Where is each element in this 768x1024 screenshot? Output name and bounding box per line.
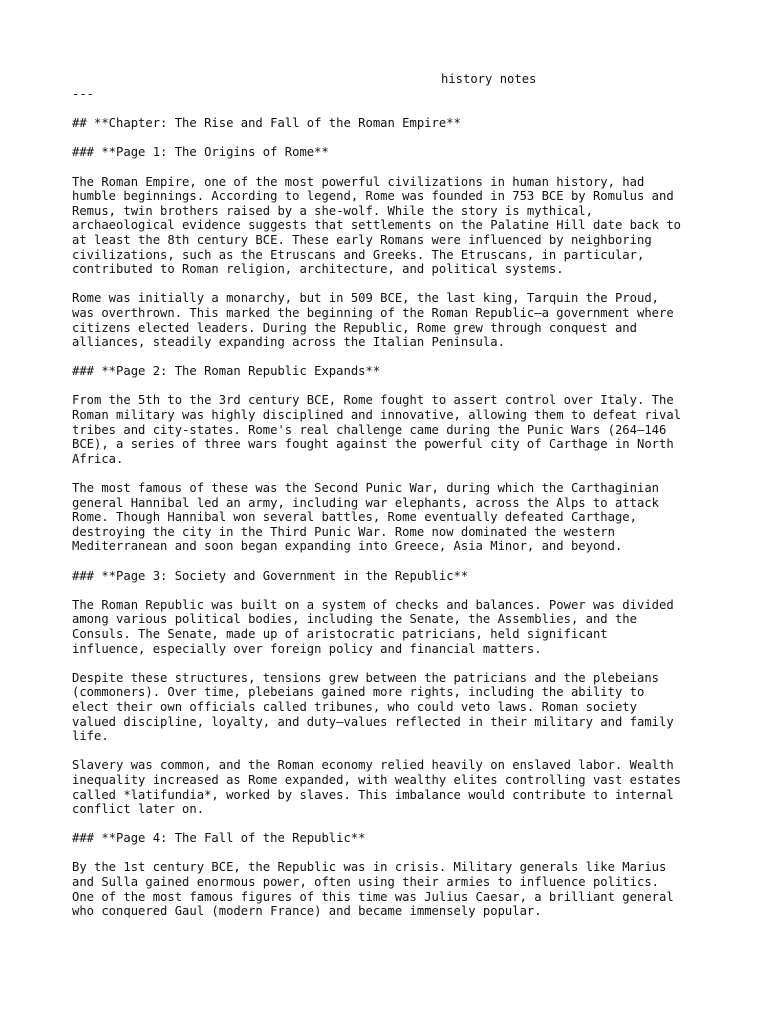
page-heading: ### **Page 3: Society and Government in the Republic** <box>72 568 469 583</box>
text-line: Slavery was common, and the Roman economy relied heavily on enslaved labor. Wealth <box>72 758 674 773</box>
document-title: history notes <box>441 72 537 86</box>
text-line: Rome. Though Hannibal won several battles, Rome eventually defeated Carthage, <box>72 510 637 525</box>
blank-line <box>72 379 732 394</box>
text-line: tribes and city-states. Rome's real challenge came during the Punic Wars (264–146 <box>72 422 667 437</box>
text-line: The most famous of these was the Second Punic War, during which the Carthaginian <box>72 481 659 496</box>
page-heading: ### **Page 1: The Origins of Rome** <box>72 145 329 160</box>
text-line: The Roman Empire, one of the most powerful civilizations in human history, had <box>72 174 645 189</box>
text-line: civilizations, such as the Etruscans and Greeks. The Etruscans, in particular, <box>72 247 645 262</box>
text-line: influence, especially over foreign policy and financial matters. <box>72 641 542 656</box>
blank-line <box>72 744 732 759</box>
text-line: One of the most famous figures of this time was Julius Caesar, a brilliant general <box>72 889 674 904</box>
blank-line <box>72 846 732 861</box>
text-line: inequality increased as Rome expanded, with wealthy elites controlling vast estates <box>72 772 682 787</box>
blank-line <box>72 160 732 175</box>
text-line: Consuls. The Senate, made up of aristocratic patricians, held significant <box>72 626 608 641</box>
text-line: elect their own officials called tribunes, who could veto laws. Roman society <box>72 699 637 714</box>
text-line: general Hannibal led an army, including war elephants, across the Alps to attack <box>72 495 659 510</box>
text-line: alliances, steadily expanding across the Italian Peninsula. <box>72 335 505 350</box>
blank-line <box>72 466 732 481</box>
text-line: Rome was initially a monarchy, but in 509 BCE, the last king, Tarquin the Proud, <box>72 291 659 306</box>
text-line: valued discipline, loyalty, and duty—values reflected in their military and family <box>72 714 674 729</box>
text-line: Mediterranean and soon began expanding into Greece, Asia Minor, and beyond. <box>72 539 623 554</box>
text-line: humble beginnings. According to legend, Rome was founded in 753 BCE by Romulus and <box>72 189 674 204</box>
text-line: By the 1st century BCE, the Republic was in crisis. Military generals like Marius <box>72 860 667 875</box>
page-heading: ### **Page 2: The Roman Republic Expands** <box>72 364 381 379</box>
text-line: life. <box>72 729 109 744</box>
horizontal-rule-marker: --- <box>72 87 95 101</box>
text-line: The Roman Republic was built on a system of checks and balances. Power was divided <box>72 597 674 612</box>
blank-line <box>72 583 732 598</box>
blank-line <box>72 554 732 569</box>
text-line: at least the 8th century BCE. These early Romans were influenced by neighboring <box>72 232 652 247</box>
text-line: contributed to Roman religion, architecture, and political systems. <box>72 262 564 277</box>
text-line: and Sulla gained enormous power, often using their armies to influence politics. <box>72 875 659 890</box>
text-line: called *latifundia*, worked by slaves. This imbalance would contribute to internal <box>72 787 674 802</box>
text-line: destroying the city in the Third Punic War. Rome now dominated the western <box>72 524 615 539</box>
text-line: Roman military was highly disciplined and innovative, allowing them to defeat rival <box>72 408 682 423</box>
page-heading: ### **Page 4: The Fall of the Republic** <box>72 831 366 846</box>
text-line: archaeological evidence suggests that settlements on the Palatine Hill date back to <box>72 218 682 233</box>
blank-line <box>72 277 732 292</box>
text-line: conflict later on. <box>72 802 205 817</box>
text-line: From the 5th to the 3rd century BCE, Rome fought to assert control over Italy. The <box>72 393 674 408</box>
text-line: Remus, twin brothers raised by a she-wolf. While the story is mythical, <box>72 203 593 218</box>
blank-line <box>72 656 732 671</box>
text-line: Despite these structures, tensions grew between the patricians and the plebeians <box>72 670 659 685</box>
blank-line <box>72 131 732 146</box>
chapter-heading: ## **Chapter: The Rise and Fall of the Roman Empire** <box>72 116 461 131</box>
blank-line <box>72 817 732 832</box>
document-body <box>72 87 732 919</box>
text-line: among various political bodies, including the Senate, the Assemblies, and the <box>72 612 637 627</box>
text-line: who conquered Gaul (modern France) and became immensely popular. <box>72 904 542 919</box>
blank-line <box>72 102 732 117</box>
text-line: was overthrown. This marked the beginning of the Roman Republic—a government where <box>72 305 674 320</box>
text-line: BCE), a series of three wars fought against the powerful city of Carthage in North <box>72 437 674 452</box>
text-line: (commoners). Over time, plebeians gained more rights, including the ability to <box>72 685 645 700</box>
text-line: citizens elected leaders. During the Republic, Rome grew through conquest and <box>72 320 637 335</box>
text-line: Africa. <box>72 451 124 466</box>
blank-line <box>72 350 732 365</box>
